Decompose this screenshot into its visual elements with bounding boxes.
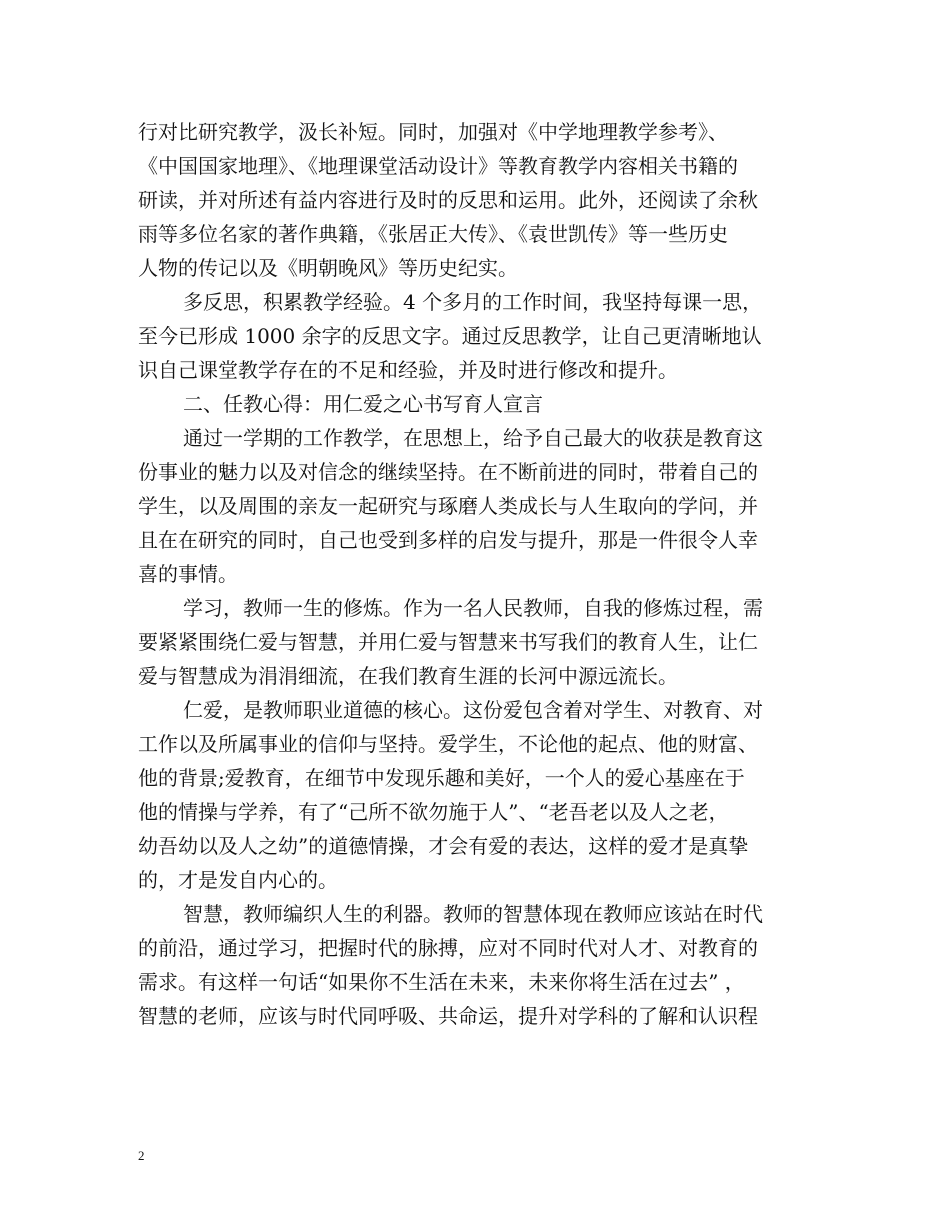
text-line: 智慧的老师，应该与时代同呼吸、共命运，提升对学科的了解和认识程 xyxy=(138,1004,758,1028)
text-line: 《中国国家地理》、《地理课堂活动设计》等教育教学内容相关书籍的 xyxy=(138,154,738,178)
text-line: 研读，并对所述有益内容进行及时的反思和运用。此外，还阅读了余秋 xyxy=(138,188,758,212)
text-line: 他的背景;爱教育，在细节中发现乐趣和美好，一个人的爱心基座在于 xyxy=(138,766,745,790)
text-line: 份事业的魅力以及对信念的继续坚持。在不断前进的同时，带着自己的 xyxy=(138,460,758,484)
paragraph-start-line: 学习，教师一生的修炼。作为一名人民教师，自我的修炼过程，需 xyxy=(183,596,763,620)
text-line: 识自己课堂教学存在的不足和经验，并及时进行修改和提升。 xyxy=(138,358,678,382)
text-line: 工作以及所属事业的信仰与坚持。爱学生，不论他的起点、他的财富、 xyxy=(138,732,758,756)
text-line: 需求。有这样一句话“如果你不生活在未来，未来你将生活在过去” ， xyxy=(138,970,745,994)
paragraph-start-line: 多反思，积累教学经验。4 个多月的工作时间，我坚持每课一思， xyxy=(183,290,763,314)
text-line: 行对比研究教学，汲长补短。同时，加强对《中学地理教学参考》、 xyxy=(138,120,728,144)
paragraph-start-line: 仁爱，是教师职业道德的核心。这份爱包含着对学生、对教育、对 xyxy=(183,698,763,722)
section-heading: 二、任教心得：用仁爱之心书写育人宣言 xyxy=(183,392,543,416)
text-line: 要紧紧围绕仁爱与智慧，并用仁爱与智慧来书写我们的教育人生，让仁 xyxy=(138,630,758,654)
text-line: 的，才是发自内心的。 xyxy=(138,868,338,892)
text-line: 的前沿，通过学习，把握时代的脉搏，应对不同时代对人才、对教育的 xyxy=(138,936,758,960)
text-line: 学生，以及周围的亲友一起研究与琢磨人类成长与人生取向的学问，并 xyxy=(138,494,758,518)
text-line: 雨等多位名家的著作典籍，《张居正大传》、《袁世凯传》等一些历史 xyxy=(138,222,728,246)
text-line: 至今已形成 1000 余字的反思文字。通过反思教学，让自己更清晰地认 xyxy=(138,324,762,348)
text-line: 他的情操与学养，有了“己所不欲勿施于人”、“老吾老以及人之老， xyxy=(138,800,729,824)
paragraph-start-line: 智慧，教师编织人生的利器。教师的智慧体现在教师应该站在时代 xyxy=(183,902,763,926)
text-line: 喜的事情。 xyxy=(138,562,238,586)
page-number: 2 xyxy=(138,1148,145,1163)
text-line: 幼吾幼以及人之幼”的道德情操，才会有爱的表达，这样的爱才是真挚 xyxy=(138,834,749,858)
text-line: 且在在研究的同时，自己也受到多样的启发与提升，那是一件很令人幸 xyxy=(138,528,758,552)
paragraph-start-line: 通过一学期的工作教学，在思想上，给予自己最大的收获是教育这 xyxy=(183,426,763,450)
text-line: 人物的传记以及《明朝晚风》等历史纪实。 xyxy=(138,256,518,280)
text-line: 爱与智慧成为涓涓细流，在我们教育生涯的长河中源远流长。 xyxy=(138,664,678,688)
